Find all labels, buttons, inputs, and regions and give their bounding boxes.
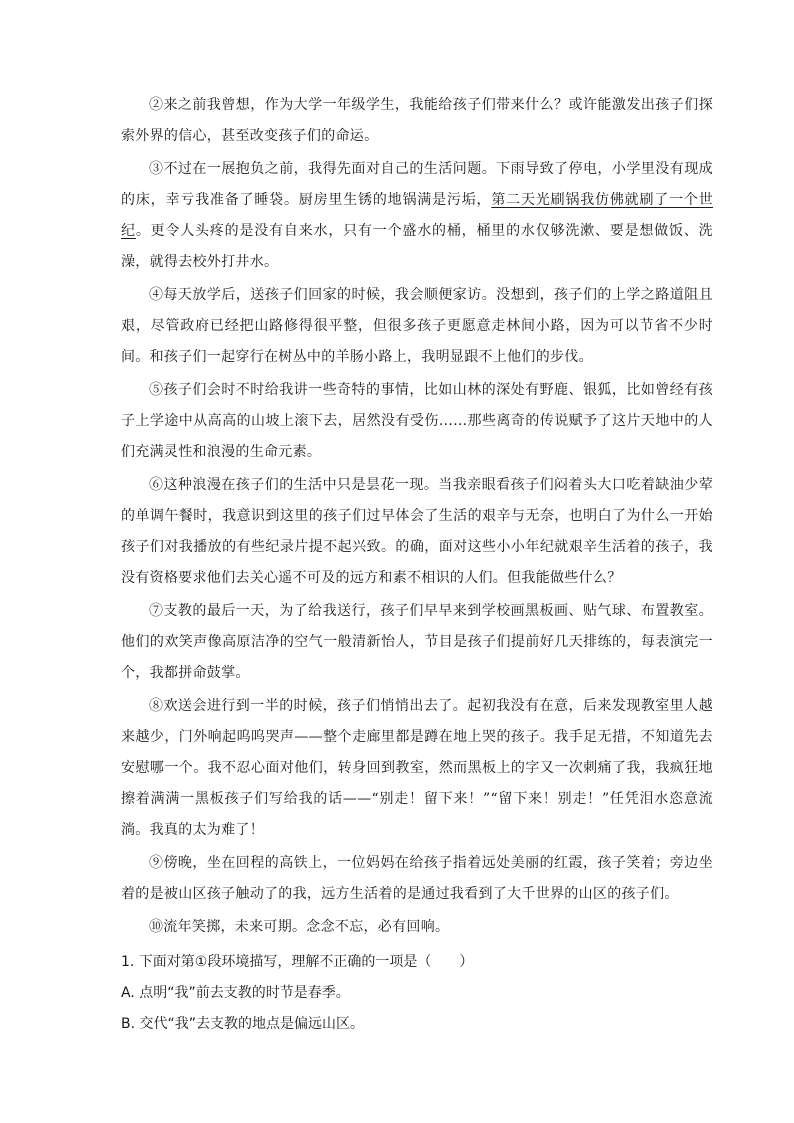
paragraph-text: ②来之前我曾想，作为大学一年级学生，我能给孩子们带来什么？或许能激发出孩子们探索外界的信心，甚至改变孩子们的命运。 xyxy=(121,97,713,144)
paragraph-text: ⑤孩子们会时不时给我讲一些奇特的事情，比如山林的深处有野鹿、银狐，比如曾经有孩子上学途中从高高的山坡上滚下去，居然没有受伤……那些离奇的传说赋予了这片天地中的人们充满灵性和浪漫的生命元素。 xyxy=(121,382,713,460)
paragraph-text: ⑦支教的最后一天，为了给我送行，孩子们早早来到学校画黑板画、贴气球、布置教室。他们的欢笑声像高原洁净的空气一般清新怡人，节目是孩子们提前好几天排练的，每表演完一个，我都拼命鼓掌。 xyxy=(121,603,713,681)
option-a: A. 点明“我”前去支教的时节是春季。 xyxy=(121,985,350,1001)
option-b: B. 交代“我”去支教的地点是偏远山区。 xyxy=(121,1016,365,1032)
paragraph-text: ⑧欢送会进行到一半的时候，孩子们悄悄出去了。起初我没有在意，后来发现教室里人越来越少，门外响起呜呜哭声——整个走廊里都是蹲在地上哭的孩子。我手足无措，不知道先去安慰哪一个。我不忍心面对他们，转身回到教室，然而黑板上的字又一次刺痛了我，我疯狂地擦着满满一黑板孩子们写给我的话——“别走！留下来！”“留下来！别走！”任凭泪水恣意流淌。我真的太为难了！ xyxy=(121,698,713,838)
paragraph-text: ③不过在一展抱负之前，我得先面对自己的生活问题。下雨导致了停电，小学里没有现成的床，幸亏我准备了睡袋。厨房里生锈的地锅满是污垢， xyxy=(121,161,713,208)
paragraph-p6 xyxy=(121,470,713,594)
paragraph-p7 xyxy=(121,596,713,689)
paragraph-p9 xyxy=(121,848,713,910)
paragraph-p5 xyxy=(121,375,713,468)
passage xyxy=(121,90,713,943)
paragraph-p4 xyxy=(121,280,713,373)
paragraph-text: ④每天放学后，送孩子们回家的时候，我会顺便家访。没想到，孩子们的上学之路道阻且艰，尽管政府已经把山路修得很平整，但很多孩子更愿意走林间小路，因为可以节省不少时间。和孩子们一起穿行在树丛中的羊肠小路上，我明显跟不上他们的步伐。 xyxy=(121,287,713,365)
underlined-sentence: 第二天光刷锅我仿佛就刷了一个世纪 xyxy=(121,192,714,239)
paragraph-p10 xyxy=(121,912,713,943)
paragraph-text: ⑥这种浪漫在孩子们的生活中只是昙花一现。当我亲眼看孩子们闷着头大口吃着缺油少荤的单调午餐时，我意识到这里的孩子们过早体会了生活的艰辛与无奈，也明白了为什么一开始孩子们对我播放的有些纪录片提不起兴致。的确，面对这些小小年纪就艰辛生活着的孩子，我没有资格要求他们去关心遥不可及的远方和素不相识的人们。但我能做些什么？ xyxy=(121,477,713,586)
paragraph-text: ⑩流年笑掷，未来可期。念念不忘，必有回响。 xyxy=(149,919,450,935)
article-body xyxy=(121,90,713,1040)
question-stem: 1. 下面对第①段环境描写，理解不正确的一项是（ ） xyxy=(121,954,474,970)
paragraph-text: 。更令人头疼的是没有自来水，只有一个盛水的桶，桶里的水仅够洗漱、要是想做饭、洗澡，就得去校外打井水。 xyxy=(121,223,713,270)
paragraph-p2 xyxy=(121,90,713,152)
paragraph-p3 xyxy=(121,154,713,278)
paragraph-p8 xyxy=(121,691,713,846)
question-block xyxy=(121,947,713,1040)
paragraph-text: ⑨傍晚，坐在回程的高铁上，一位妈妈在给孩子指着远处美丽的红霞，孩子笑着；旁边坐着的是被山区孩子触动了的我，远方生活着的是通过我看到了大千世界的山区的孩子们。 xyxy=(121,855,713,902)
